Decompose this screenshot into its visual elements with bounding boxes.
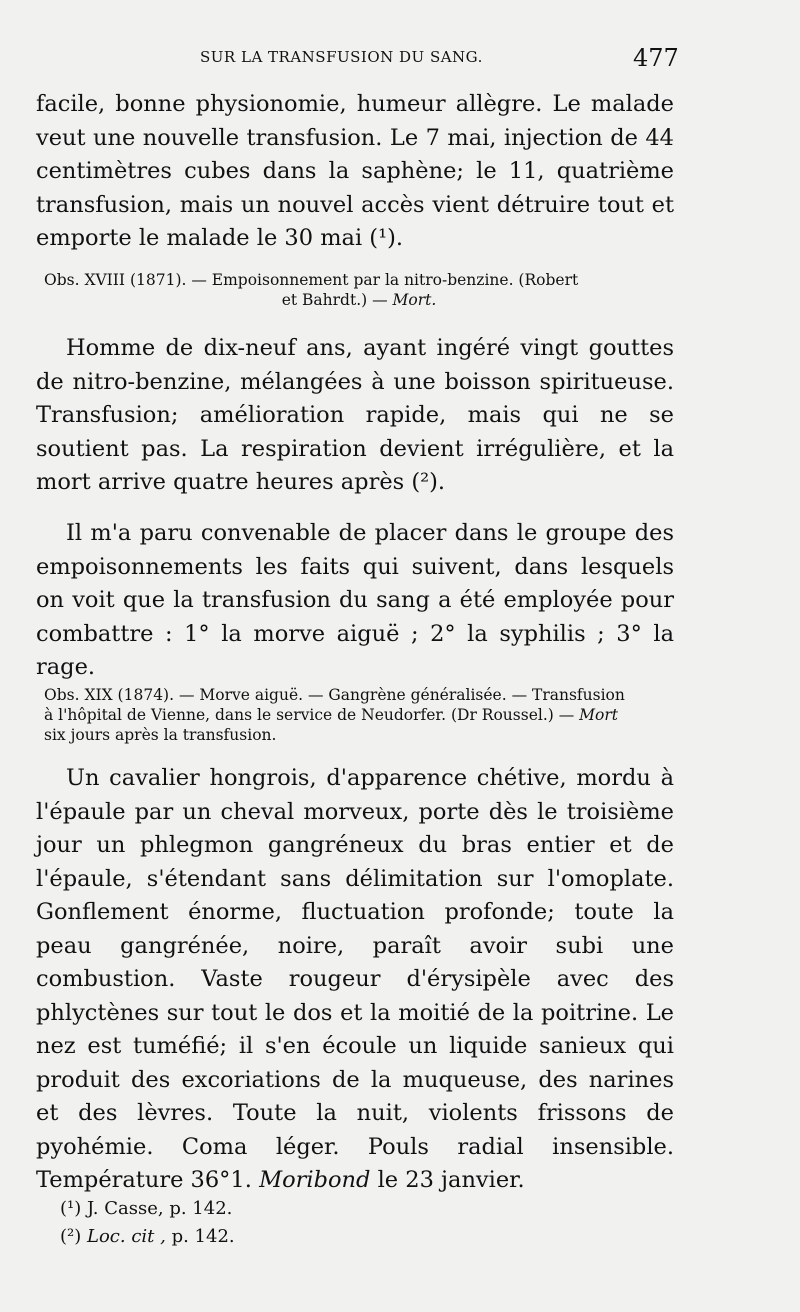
- footnote-marker: (²): [60, 1226, 82, 1247]
- running-head: SUR LA TRANSFUSION DU SANG.: [200, 48, 483, 66]
- paragraph-case-nitrobenzine: Homme de dix-neuf ans, ayant ingéré vingt gouttes de nitro-benzine, mélangées à une boisson spiritueuse. Transfusion; amélioration rapide, mais qui ne se soutient pas. La respiration devient irrégulière, et la mort arrive quatre heures après (²).: [36, 335, 674, 495]
- observation-heading-line: Obs. XVIII (1871). — Empoisonnement par la nitro-benzine. (Robert: [44, 271, 579, 289]
- observation-heading-xviii: [44, 270, 674, 310]
- paragraph-introduction: Il m'a paru convenable de placer dans le groupe des empoisonnements les faits qui suivent, dans lesquels on voit que la transfusion du sang a été employée pour combattre : 1° la morve aiguë ; 2° la syphilis ; 3° la rage.: [36, 520, 674, 680]
- observation-heading-xix: [44, 685, 674, 745]
- observation-heading-line: [44, 705, 674, 725]
- observation-heading-line: six jours après la transfusion.: [44, 726, 277, 744]
- observation-heading-line: [44, 290, 674, 310]
- paragraph-case-morve: [36, 762, 674, 1198]
- footnote-2: [60, 1223, 235, 1251]
- paragraph-continuation: facile, bonne physionomie, humeur allègre. Le malade veut une nouvelle transfusion. Le 7 mai, injection de 44 centimètres cubes dans la saphène; le 11, quatrième transfusion, mais un nouvel accès vient détruire tout et emporte le malade le 30 mai (¹).: [36, 91, 674, 251]
- page-number: 477: [633, 44, 679, 72]
- footnotes: [60, 1195, 235, 1251]
- footnote-1: (¹) J. Casse, p. 142.: [60, 1198, 233, 1219]
- observation-details: à l'hôpital de Vienne, dans le service de Neudorfer. (Dr Roussel.) —: [44, 706, 575, 724]
- case-text-italic: Moribond: [259, 1167, 371, 1193]
- observation-outcome: Mort: [579, 706, 619, 724]
- case-text-end: le 23 janvier.: [377, 1167, 525, 1193]
- observation-authors: et Bahrdt.) —: [281, 291, 388, 309]
- observation-heading-line: Obs. XIX (1874). — Morve aiguë. — Gangrène généralisée. — Transfusion: [44, 686, 625, 704]
- footnote-reference: Loc. cit ,: [87, 1226, 166, 1247]
- footnote-page: p. 142.: [171, 1226, 235, 1247]
- case-text: Un cavalier hongrois, d'apparence chétive, mordu à l'épaule par un cheval morveux, porte dès le troisième jour un phlegmon gangréneux du bras entier et de l'épaule, s'étendant sans délimitation sur l'omoplate. Gonflement énorme, fluctuation profonde; toute la peau gangrénée, noire, paraît avoir subi une combustion. Vaste rougeur d'érysipèle avec des phlyctènes sur tout le dos et la moitié de la poitrine. Le nez est tuméfié; il s'en écoule un liquide sanieux qui produit des excoriations de la muqueuse, des narines et des lèvres. Toute la nuit, violents frissons de pyohémie. Coma léger. Pouls radial insensible. Température 36°1.: [36, 765, 674, 1193]
- observation-outcome: Mort.: [392, 291, 437, 309]
